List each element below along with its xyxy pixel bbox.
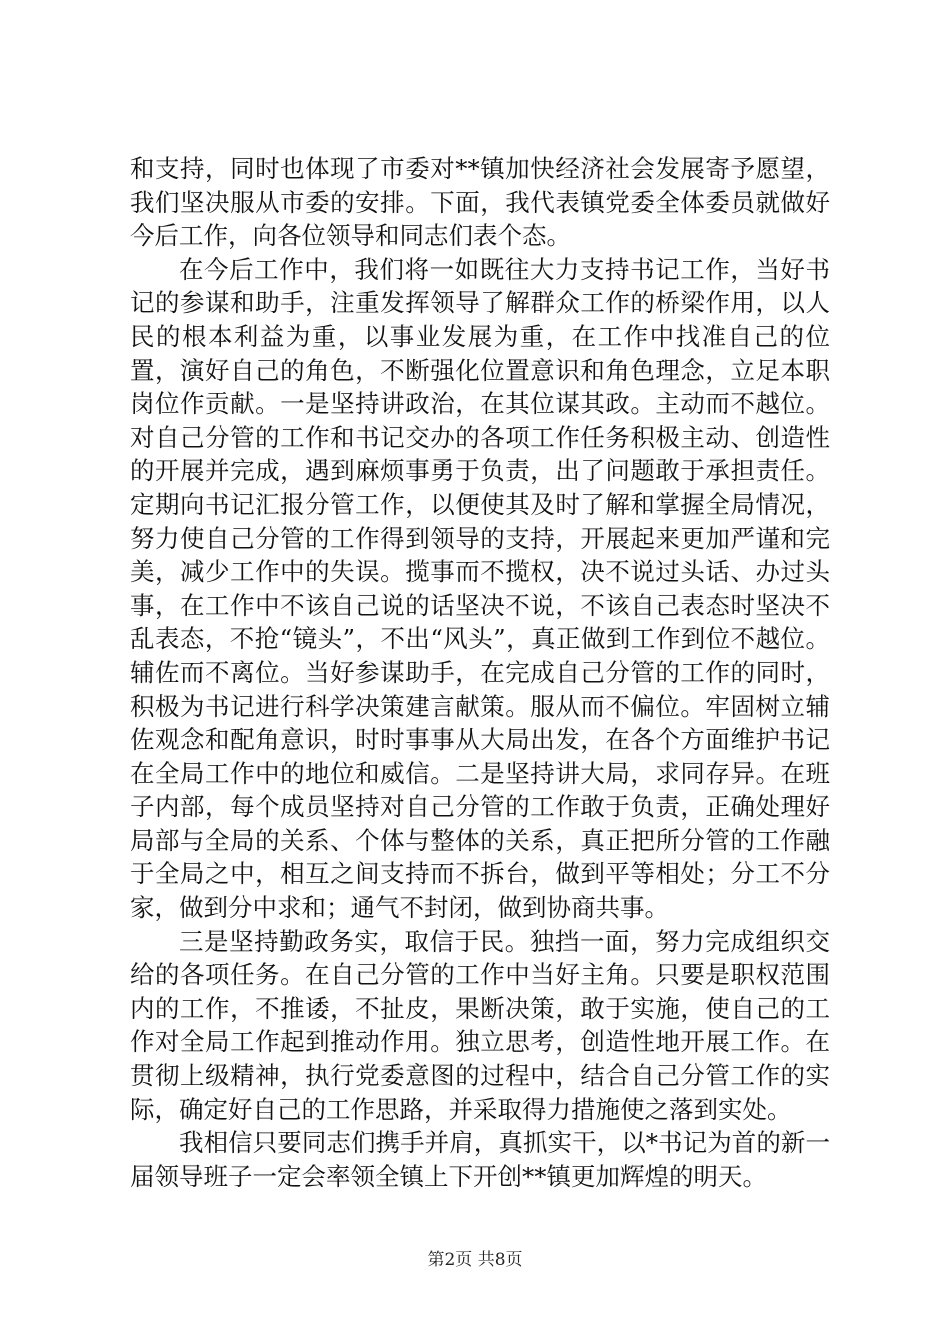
paragraph-point-three: 三是坚持勤政务实，取信于民。独挡一面，努力完成组织交给的各项任务。在自己分管的工作中当好主角。只要是职权范围内的工作，不推诿，不扯皮，果断决策，敢于实施，使自己的工作对全局工作起到推动作用。独立思考，创造性地开展工作。在贯彻上级精神，执行党委意图的过程中，结合自己分管工作的实际，确定好自己的工作思路，并采取得力措施使之落到实处。 [130,926,830,1124]
page-number-footer: 第2页 共8页 [427,1250,523,1270]
paragraph-commitment: 在今后工作中，我们将一如既往大力支持书记工作，当好书记的参谋和助手，注重发挥领导了解群众工作的桥梁作用，以人民的根本利益为重，以事业发展为重，在工作中找准自己的位置，演好自己的角色，不断强化位置意识和角色理念，立足本职岗位作贡献。一是坚持讲政治，在其位谋其政。主动而不越位。对自己分管的工作和书记交办的各项工作任务积极主动、创造性的开展并完成，遇到麻烦事勇于负责，出了问题敢于承担责任。定期向书记汇报分管工作，以便使其及时了解和掌握全局情况，努力使自己分管的工作得到领导的支持，开展起来更加严谨和完美，减少工作中的失误。揽事而不揽权，决不说过头话、办过头事，在工作中不该自己说的话坚决不说，不该自己表态时坚决不乱表态，不抢“镜头”，不出“风头”，真正做到工作到位不越位。辅佐而不离位。当好参谋助手，在完成自己分管的工作的同时，积极为书记进行科学决策建言献策。服从而不偏位。牢固树立辅佐观念和配角意识，时时事事从大局出发，在各个方面维护书记在全局工作中的地位和威信。二是坚持讲大局，求同存异。在班子内部，每个成员坚持对自己分管的工作敢于负责，正确处理好局部与全局的关系、个体与整体的关系，真正把所分管的工作融于全局之中，相互之间支持而不拆台，做到平等相处；分工不分家，做到分中求和；通气不封闭，做到协商共事。 [130,254,830,923]
paragraph-continuation: 和支持，同时也体现了市委对**镇加快经济社会发展寄予愿望，我们坚决服从市委的安排。下面，我代表镇党委全体委员就做好今后工作，向各位领导和同志们表个态。 [130,154,830,251]
paragraph-closing: 我相信只要同志们携手并肩，真抓实干，以*书记为首的新一届领导班子一定会率领全镇上下开创**镇更加辉煌的明天。 [130,1128,830,1191]
document-body [130,152,830,1193]
